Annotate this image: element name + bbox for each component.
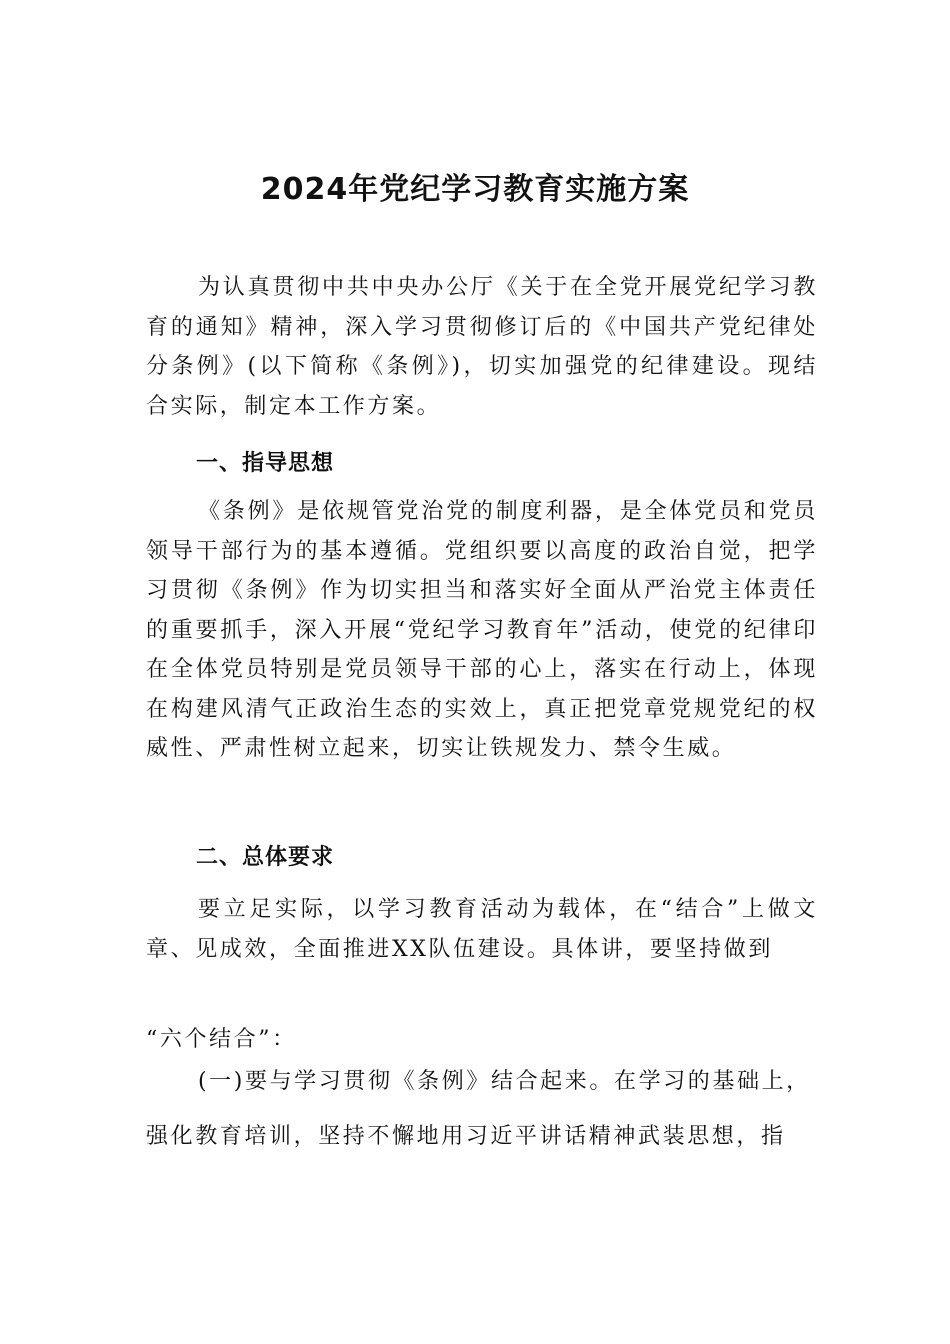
guiding-ideology-paragraph: 《条例》是依规管党治党的制度利器，是全体党员和党员领导干部行为的基本遵循。党组织要以高度的政治自觉，把学习贯彻《条例》作为切实担当和落实好全面从严治党主体责任的重要抓手，深入开展“党纪学习教育年”活动，使党的纪律印在全体党员特别是党员领导干部的心上，落实在行动上，体现在构建风清气正政治生态的实效上，真正把党章党规党纪的权威性、严肃性树立起来，切实让铁规发力、禁令生威。: [146, 499, 818, 761]
overall-requirements-paragraph: 要立足实际，以学习教育活动为载体，在“结合”上做文章、见成效，全面推进XX队伍建设。具体讲，要坚持做到: [146, 897, 818, 962]
item-one-line-2: 强化教育培训，坚持不懈地用习近平讲话精神武装思想，指: [146, 1124, 786, 1149]
section-heading-guiding-ideology: 一、指导思想: [196, 451, 335, 476]
six-combinations-label: “六个结合”：: [146, 1027, 297, 1052]
document-title: 2024年党纪学习教育实施方案: [260, 172, 690, 207]
intro-paragraph: 为认真贯彻中共中央办公厅《关于在全党开展党纪学习教育的通知》精神，深入学习贯彻修订后的《中国共产党纪律处分条例》(以下简称《条例》)，切实加强党的纪律建设。现结合实际，制定本工作方案。: [146, 275, 818, 419]
section-heading-overall-requirements: 二、总体要求: [196, 845, 335, 870]
item-one-line-1: (一)要与学习贯彻《条例》结合起来。在学习的基础上，: [198, 1069, 811, 1094]
